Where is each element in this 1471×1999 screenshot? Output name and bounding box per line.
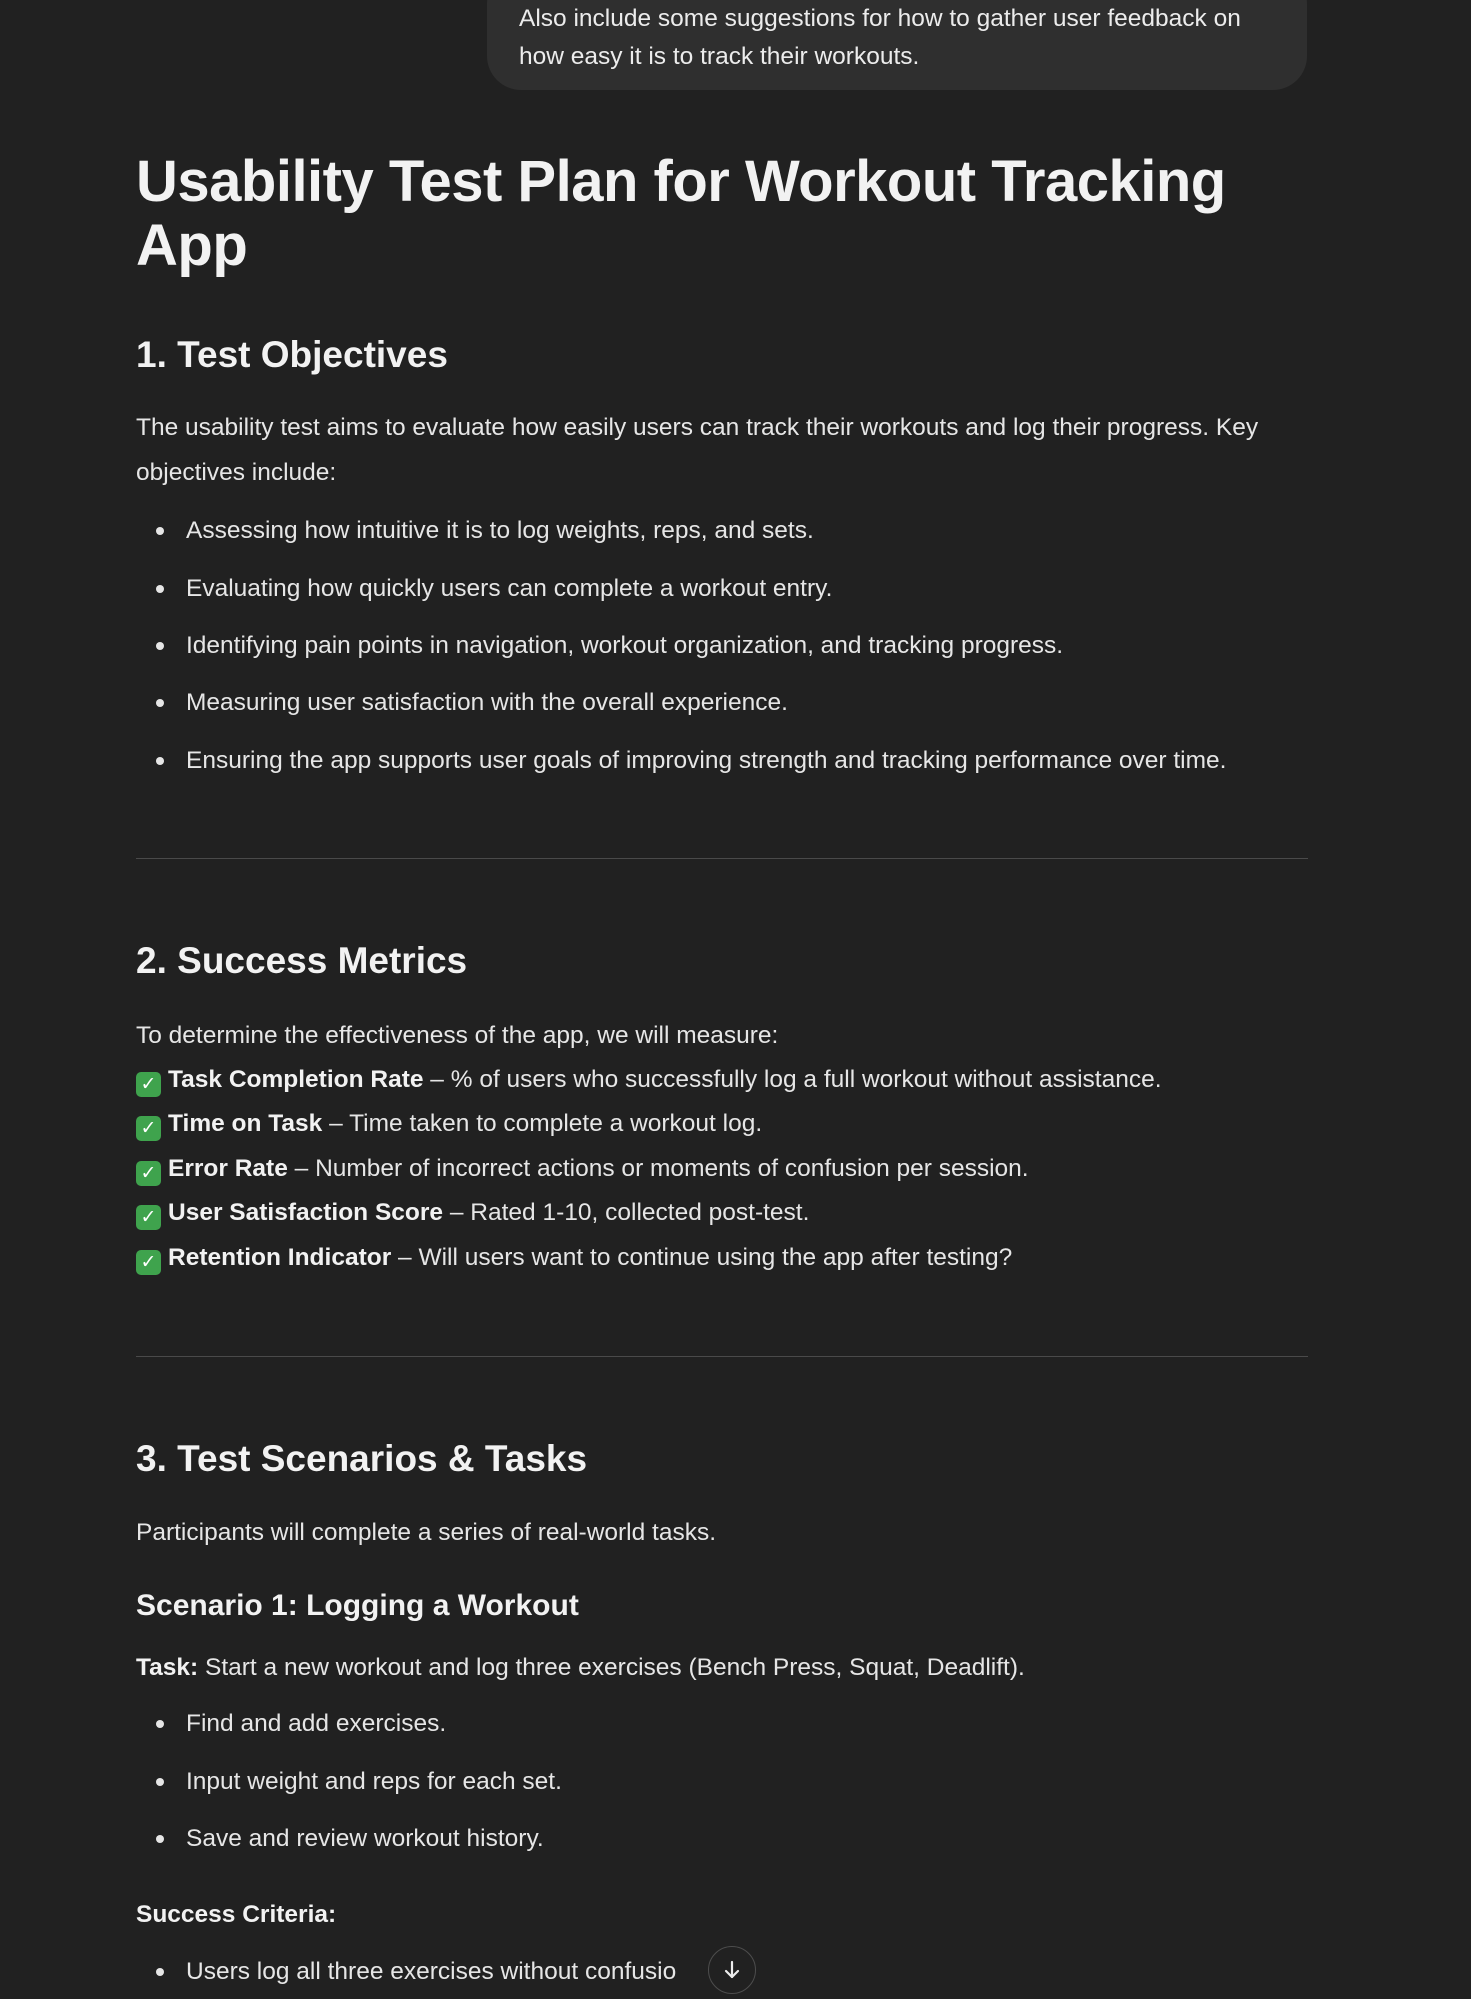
metric-item: ✓ User Satisfaction Score – Rated 1-10, collected post-test. xyxy=(136,1190,809,1235)
bullet-dot xyxy=(156,527,164,535)
bullet-dot xyxy=(156,1968,164,1976)
list-item: Measuring user satisfaction with the overall experience. xyxy=(136,680,788,725)
list-item: Identifying pain points in navigation, workout organization, and tracking progress. xyxy=(136,623,1063,668)
section-heading-metrics: 2. Success Metrics xyxy=(136,940,468,981)
metric-item: ✓ Time on Task – Time taken to complete a workout log. xyxy=(136,1101,762,1146)
list-item: Input weight and reps for each set. xyxy=(136,1759,562,1804)
check-mark-icon: ✓ xyxy=(136,1205,161,1230)
list-item: Users log all three exercises without confusio xyxy=(136,1949,676,1994)
list-item: Evaluating how quickly users can complete a workout entry. xyxy=(136,566,832,611)
response-title: Usability Test Plan for Workout Tracking App xyxy=(136,149,1226,278)
list-item: Save and review workout history. xyxy=(136,1816,544,1861)
scenario-task: Task: Start a new workout and log three exercises (Bench Press, Squat, Deadlift). xyxy=(136,1654,1025,1681)
check-mark-icon: ✓ xyxy=(136,1116,161,1141)
scenarios-intro: Participants will complete a series of real-world tasks. xyxy=(136,1519,717,1546)
list-item: Assessing how intuitive it is to log weights, reps, and sets. xyxy=(136,508,814,553)
metric-item: ✓ Retention Indicator – Will users want to continue using the app after testing? xyxy=(136,1235,1012,1280)
scroll-to-bottom-button[interactable] xyxy=(708,1946,756,1994)
metrics-intro: To determine the effectiveness of the app, we will measure: xyxy=(136,1022,779,1049)
bullet-dot xyxy=(156,699,164,707)
check-mark-icon: ✓ xyxy=(136,1072,161,1097)
bullet-dot xyxy=(156,757,164,765)
metric-item: ✓ Error Rate – Number of incorrect actions or moments of confusion per session. xyxy=(136,1146,1029,1191)
list-item: Ensuring the app supports user goals of improving strength and tracking performance over time. xyxy=(136,738,1226,783)
check-mark-icon: ✓ xyxy=(136,1161,161,1186)
bullet-dot xyxy=(156,1720,164,1728)
bullet-dot xyxy=(156,642,164,650)
bullet-dot xyxy=(156,1778,164,1786)
objectives-intro: The usability test aims to evaluate how easily users can track their workouts and log their progress. Key objectives include: xyxy=(136,414,1259,486)
section-heading-scenarios: 3. Test Scenarios & Tasks xyxy=(136,1438,588,1479)
success-criteria-label: Success Criteria: xyxy=(136,1901,337,1928)
user-message-bubble xyxy=(487,0,1307,90)
section-divider xyxy=(136,1356,1308,1357)
section-divider xyxy=(136,858,1308,859)
check-mark-icon: ✓ xyxy=(136,1250,161,1275)
user-message-text: Also include some suggestions for how to gather user feedback on how easy it is to track their workouts. xyxy=(519,5,1241,70)
scenario-heading: Scenario 1: Logging a Workout xyxy=(136,1589,579,1622)
bullet-dot xyxy=(156,585,164,593)
bullet-dot xyxy=(156,1835,164,1843)
section-heading-objectives: 1. Test Objectives xyxy=(136,334,448,375)
list-item: Find and add exercises. xyxy=(136,1701,446,1746)
arrow-down-icon xyxy=(720,1958,744,1982)
metric-item: ✓ Task Completion Rate – % of users who successfully log a full workout without assistance. xyxy=(136,1057,1162,1102)
